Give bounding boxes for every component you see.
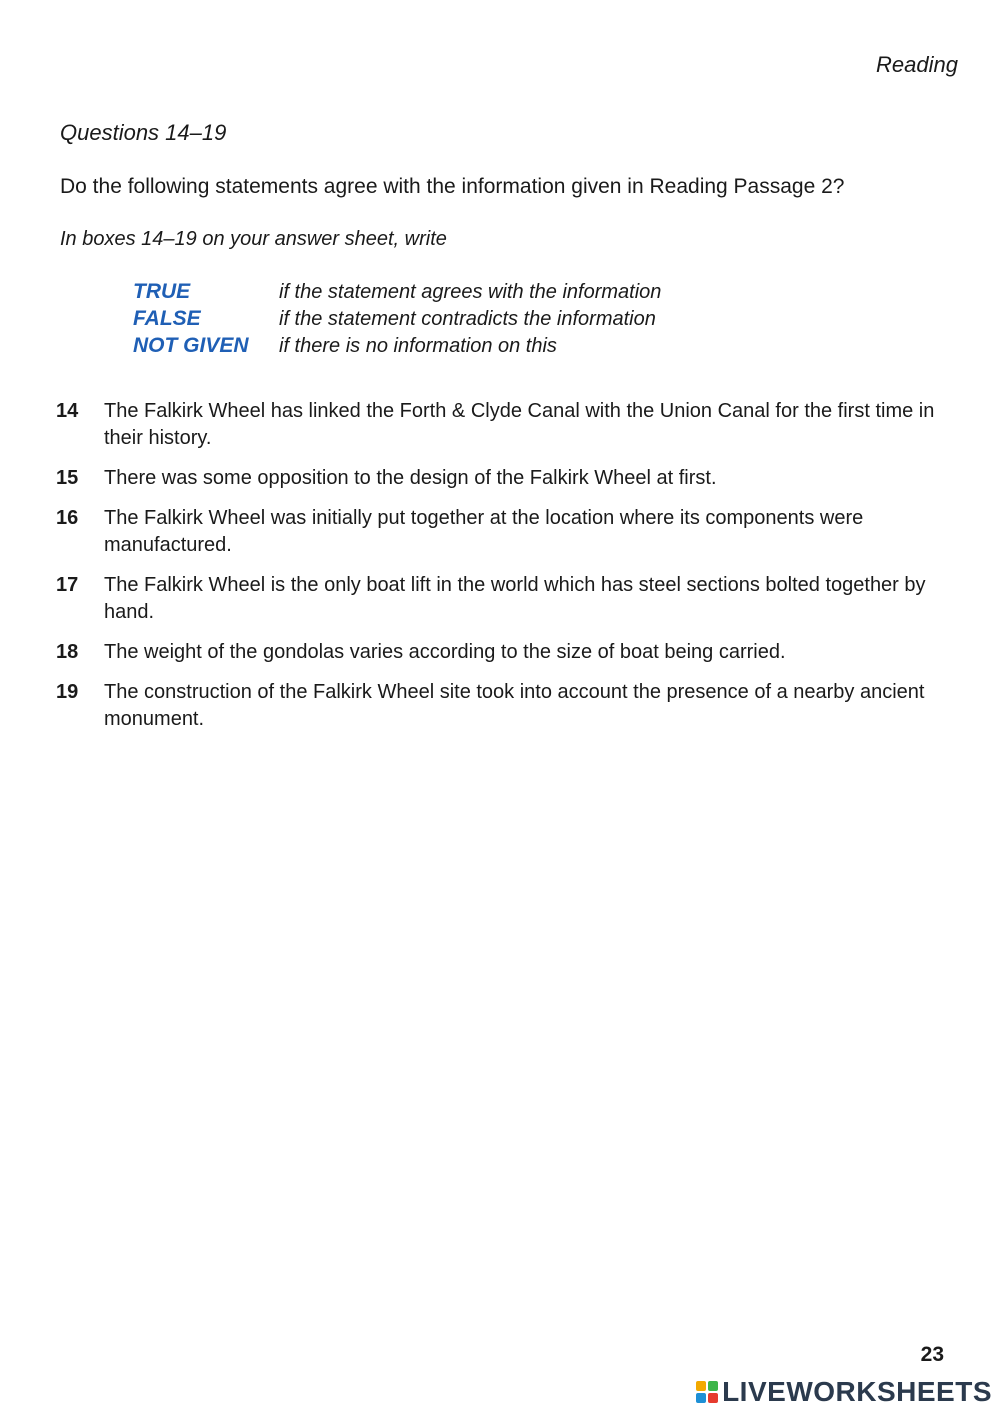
legend-desc: if the statement agrees with the information xyxy=(279,281,662,303)
legend-desc: if there is no information on this xyxy=(279,335,557,357)
logo-square-icon xyxy=(696,1381,706,1391)
question-item xyxy=(56,505,946,559)
legend-row-false xyxy=(133,307,661,334)
brand-text: LIVEWORKSHEETS xyxy=(722,1376,992,1407)
question-text: The Falkirk Wheel has linked the Forth & Clyde Canal with the Union Canal for the first time in their history. xyxy=(104,400,935,449)
instruction-text: Do the following statements agree with the information given in Reading Passage 2? xyxy=(60,175,845,198)
answer-legend xyxy=(133,280,661,361)
question-item xyxy=(56,679,946,733)
legend-row-not-given xyxy=(133,334,661,361)
question-text: The Falkirk Wheel is the only boat lift in the world which has steel sections bolted together by hand. xyxy=(104,574,926,623)
question-text: The Falkirk Wheel was initially put together at the location where its components were manufactured. xyxy=(104,507,864,556)
legend-key: NOT GIVEN xyxy=(133,334,249,357)
logo-square-icon xyxy=(708,1381,718,1391)
question-number: 19 xyxy=(56,681,79,703)
answer-sheet-instruction: In boxes 14–19 on your answer sheet, write xyxy=(60,228,447,250)
question-number: 14 xyxy=(56,400,79,422)
logo-square-icon xyxy=(696,1393,706,1403)
question-text: The construction of the Falkirk Wheel site took into account the presence of a nearby ancient monument. xyxy=(104,681,925,730)
legend-row-true xyxy=(133,280,661,307)
legend-key: FALSE xyxy=(133,307,201,330)
question-item xyxy=(56,398,946,452)
question-number: 16 xyxy=(56,507,79,529)
question-number: 18 xyxy=(56,641,79,663)
section-header: Reading xyxy=(876,52,958,77)
page-number: 23 xyxy=(920,1343,944,1366)
question-item xyxy=(56,465,946,492)
logo-square-icon xyxy=(708,1393,718,1403)
question-number: 17 xyxy=(56,574,79,596)
question-item xyxy=(56,639,946,666)
question-item xyxy=(56,572,946,626)
legend-desc: if the statement contradicts the information xyxy=(279,308,656,330)
question-text: The weight of the gondolas varies according to the size of boat being carried. xyxy=(104,641,786,663)
liveworksheets-brand[interactable] xyxy=(696,1376,992,1408)
question-number: 15 xyxy=(56,467,79,489)
legend-key: TRUE xyxy=(133,280,191,303)
questions-title: Questions 14–19 xyxy=(60,120,227,145)
question-text: There was some opposition to the design of the Falkirk Wheel at first. xyxy=(104,467,717,489)
question-list xyxy=(56,398,946,746)
liveworksheets-logo-icon xyxy=(696,1381,718,1403)
